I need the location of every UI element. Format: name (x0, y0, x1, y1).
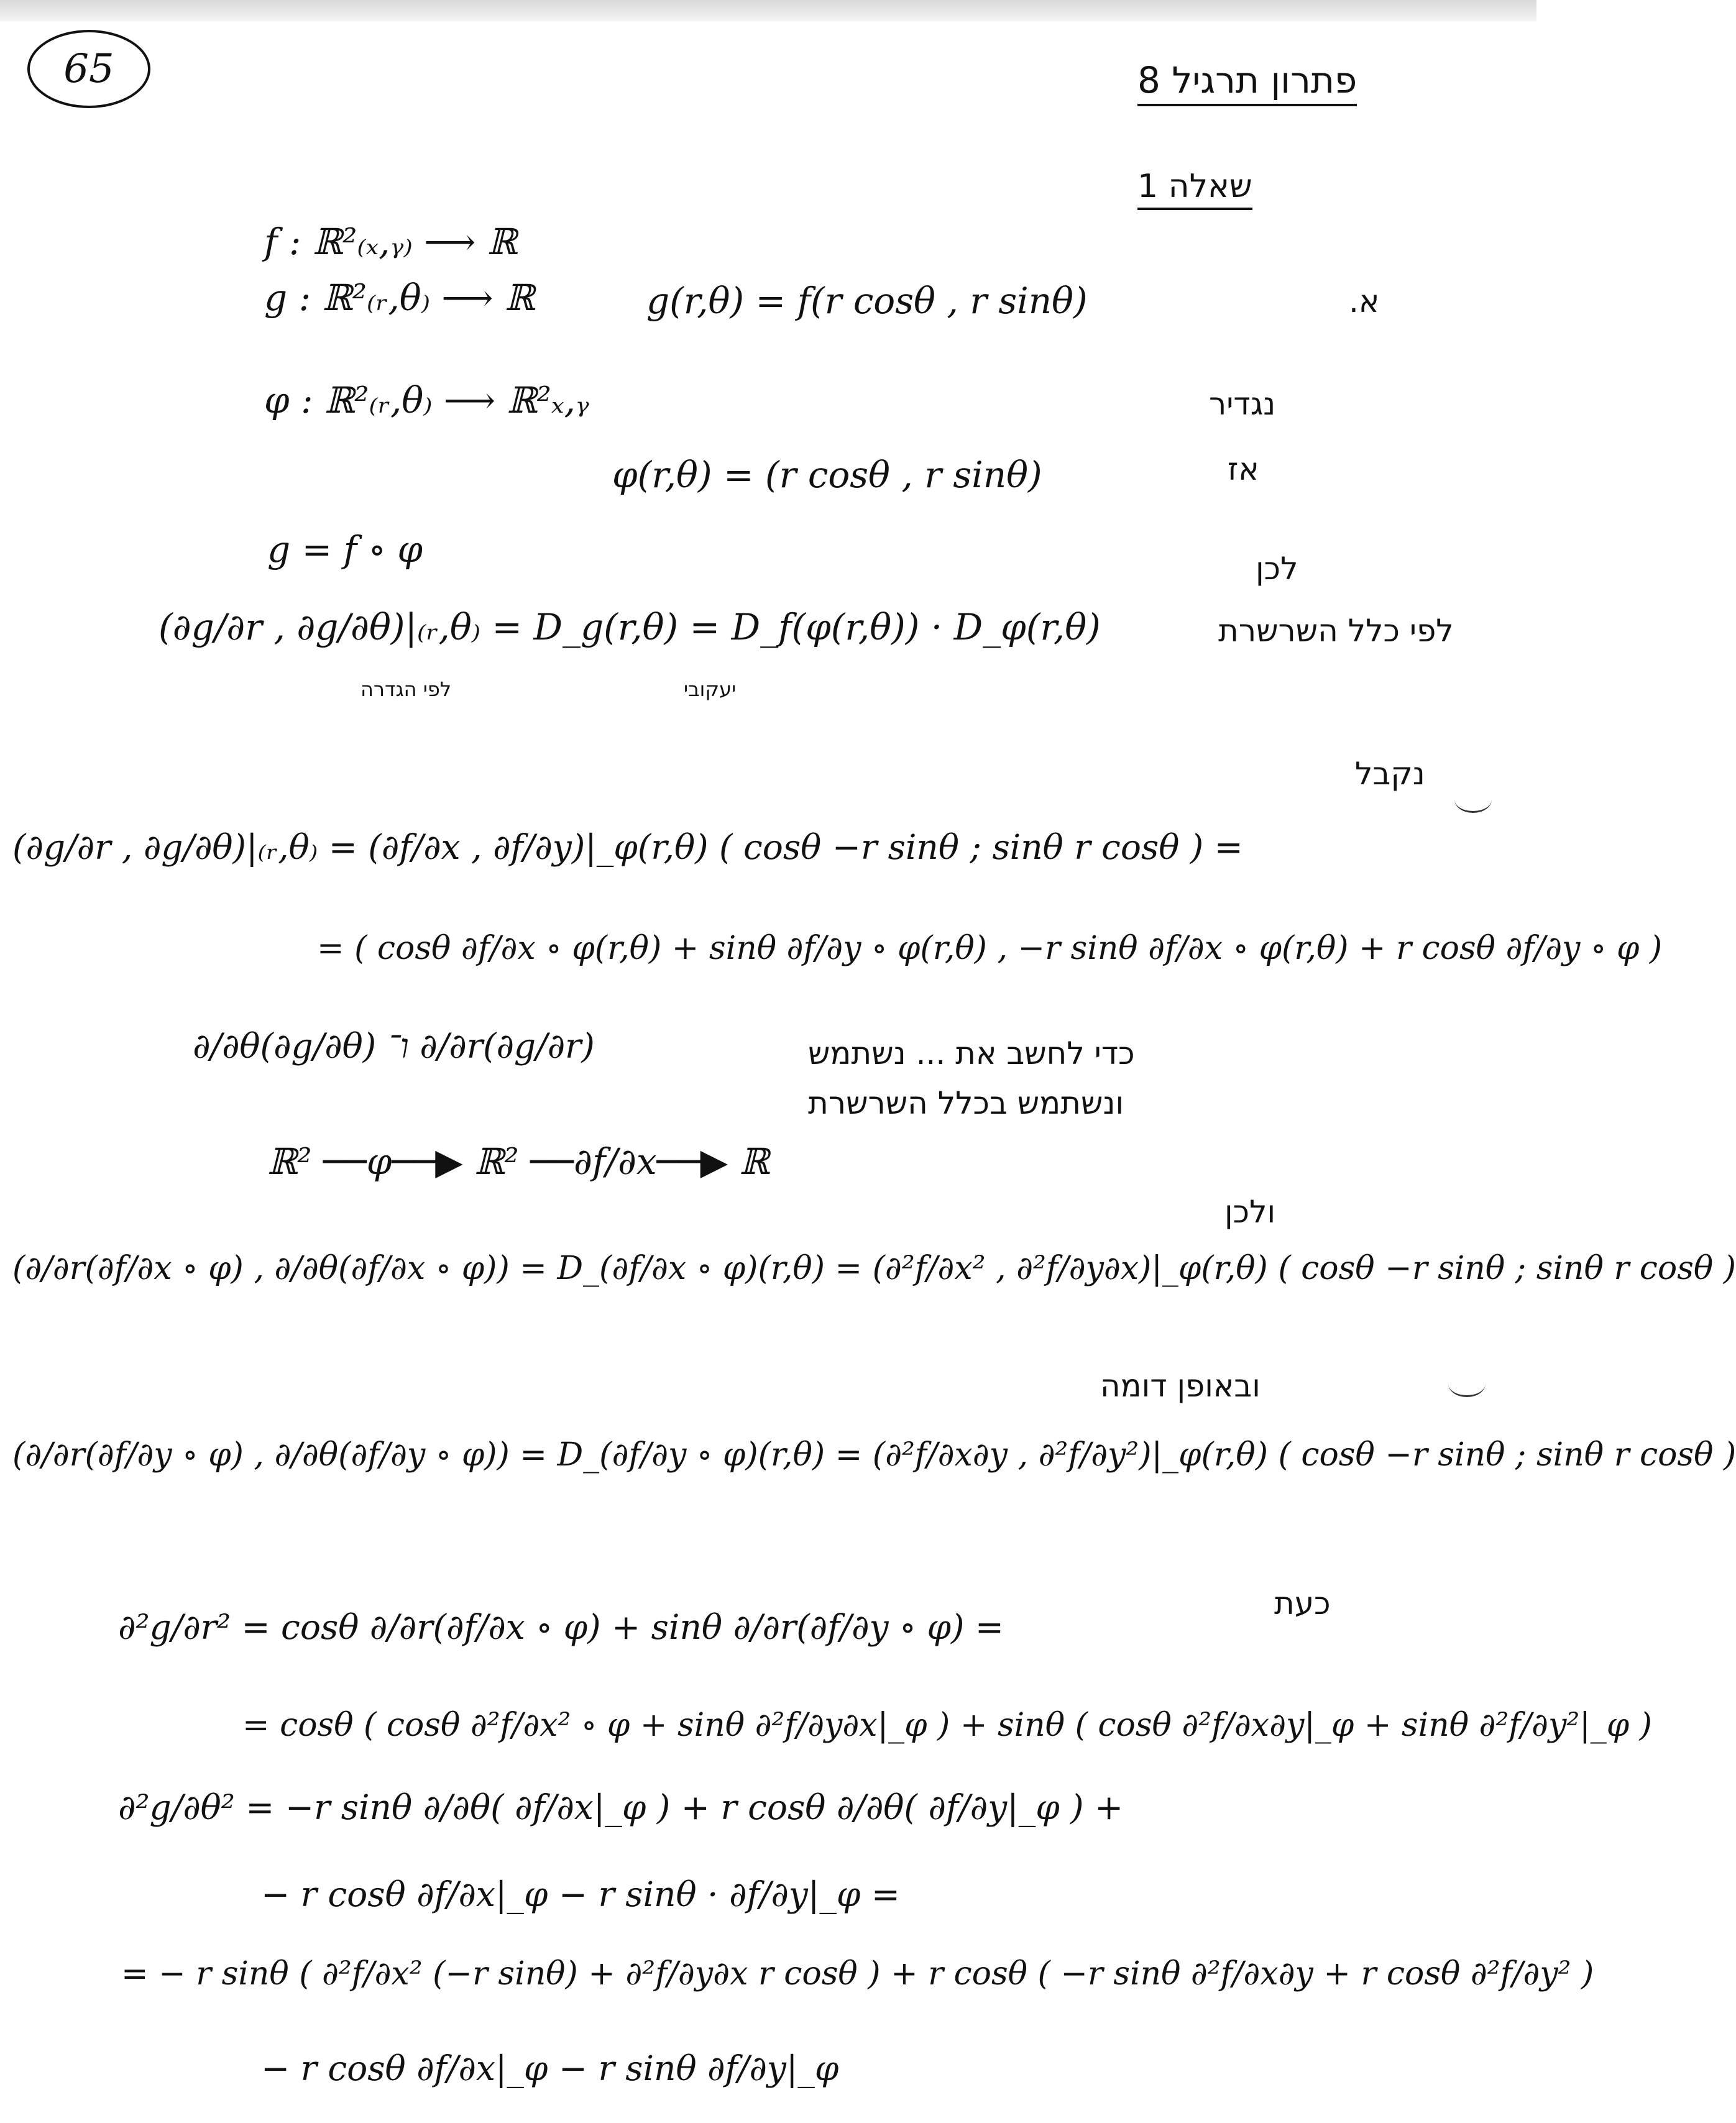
check-mark (1454, 786, 1492, 813)
f-map-line: f : ℝ²₍ₓ,ᵧ₎ ⟶ ℝ (264, 221, 517, 263)
note-define: נגדיר (1209, 386, 1276, 422)
note-apply-again: ונשתמש בכלל השרשרת (808, 1085, 1124, 1121)
note-then: אז (1228, 451, 1259, 487)
g-map-line: g : ℝ²₍ᵣ,θ₎ ⟶ ℝ (264, 277, 535, 319)
d2g-dth2-line-3: = − r sinθ ( ∂²f/∂x² (−r sinθ) + ∂²f/∂y∂x r cosθ ) + r cosθ ( −r sinθ ∂²f/∂x∂y + r cosθ ∂²f/∂y² ) (121, 1955, 1594, 1992)
g-definition: g(r,θ) = f(r cosθ , r sinθ) (646, 280, 1088, 322)
page-title (1137, 59, 1357, 106)
note-to-compute: כדי לחשב את ... נשתמש (808, 1035, 1135, 1071)
d2g-dth2-line-4: − r cosθ ∂f/∂x|_φ − r sinθ ∂f/∂y|_φ (261, 2048, 839, 2088)
scan-top-edge (0, 0, 1536, 21)
second-derivatives: ∂/∂θ(∂g/∂θ) ו־ ∂/∂r(∂g/∂r) (193, 1026, 595, 1066)
section-a-label: א. (1349, 283, 1380, 319)
note-we-get: נקבל (1355, 756, 1425, 792)
d2g-dth2-line-1: ∂²g/∂θ² = −r sinθ ∂/∂θ( ∂f/∂x|_φ ) + r cosθ ∂/∂θ( ∂f/∂y|_φ ) + (118, 1787, 1124, 1827)
note-similarly: ובאופן דומה (1100, 1368, 1261, 1404)
note-therefore: כעת (1274, 1585, 1331, 1621)
d2g-dth2-line-2: − r cosθ ∂f/∂x|_φ − r sinθ · ∂f/∂y|_φ = (261, 1874, 900, 1914)
note-by-chain: לפי כלל השרשרת (1218, 613, 1454, 649)
dfy-chain-line: (∂/∂r(∂f/∂y ∘ φ) , ∂/∂θ(∂f/∂y ∘ φ)) = D_(∂f/∂y ∘ φ)(r,θ) = (∂²f/∂x∂y , ∂²f/∂y²)|_φ(r,θ) ( cosθ −r sinθ ; sinθ r cosθ ) (12, 1436, 1736, 1474)
phi-definition: φ(r,θ) = (r cosθ , r sinθ) (612, 454, 1042, 496)
page-number-circle (27, 30, 150, 108)
expanded-gradient: = ( cosθ ∂f/∂x ∘ φ(r,θ) + sinθ ∂f/∂y ∘ φ(r,θ) , −r sinθ ∂f/∂x ∘ φ(r,θ) + r cosθ ∂f/∂y ∘ φ ) (317, 930, 1663, 967)
question-label: 1 שאלה (1137, 168, 1252, 210)
note-thus: לכן (1256, 551, 1298, 587)
dfx-chain-line: (∂/∂r(∂f/∂x ∘ φ) , ∂/∂θ(∂f/∂x ∘ φ)) = D_(∂f/∂x ∘ φ)(r,θ) = (∂²f/∂x² , ∂²f/∂y∂x)|_φ(r,θ) ( cosθ −r sinθ ; sinθ r cosθ ) (12, 1250, 1736, 1287)
chain-rule-line: (∂g/∂r , ∂g/∂θ)|₍ᵣ,θ₎ = D_g(r,θ) = D_f(φ(r,θ)) · D_φ(r,θ) (158, 606, 1101, 648)
note-by-definition: לפי הגדרה (361, 677, 452, 701)
title-hebrew: פתרון תרגיל (1172, 59, 1357, 101)
title-number: 8 (1137, 59, 1160, 101)
note-hence: ולכן (1224, 1194, 1276, 1230)
d2g-dr2-line-1: ∂²g/∂r² = cosθ ∂/∂r(∂f/∂x ∘ φ) + sinθ ∂/∂r(∂f/∂y ∘ φ) = (118, 1607, 1004, 1647)
phi-map-line: φ : ℝ²₍ᵣ,θ₎ ⟶ ℝ²ₓ,ᵧ (264, 379, 589, 421)
d2g-dr2-line-2: = cosθ ( cosθ ∂²f/∂x² ∘ φ + sinθ ∂²f/∂y∂x|_φ ) + sinθ ( cosθ ∂²f/∂x∂y|_φ + sinθ ∂²f/∂y²|_φ ) (242, 1707, 1652, 1744)
note-jacobian: יעקובי (684, 677, 737, 701)
matrix-equation: (∂g/∂r , ∂g/∂θ)|₍ᵣ,θ₎ = (∂f/∂x , ∂f/∂y)|_φ(r,θ) ( cosθ −r sinθ ; sinθ r cosθ ) = (12, 827, 1243, 867)
g-composition: g = f ∘ φ (267, 528, 423, 571)
composition-chain: ℝ² ──φ──▶ ℝ² ──∂f/∂x──▶ ℝ (267, 1140, 769, 1183)
page-number: 65 (63, 46, 114, 92)
check-mark-2 (1448, 1370, 1486, 1397)
